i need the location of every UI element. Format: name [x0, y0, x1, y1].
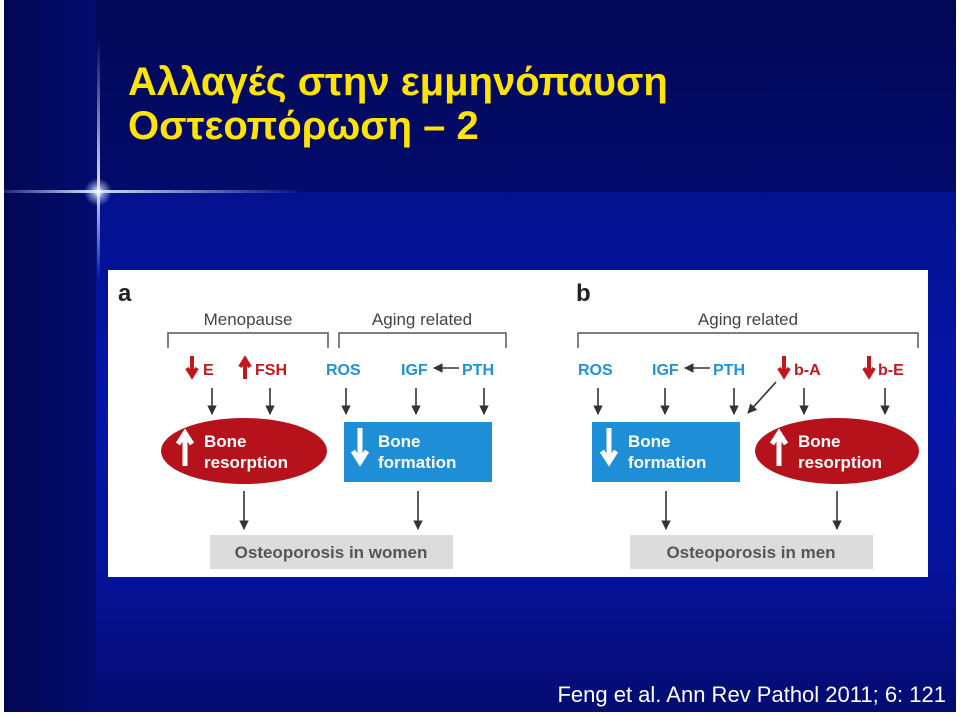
- factor-pth-b: PTH: [713, 362, 745, 379]
- factor-igf-b: IGF: [652, 362, 679, 379]
- menopause-group-label: Menopause: [203, 310, 293, 329]
- light-flare-vertical: [97, 40, 100, 280]
- slide-background: [4, 0, 956, 712]
- aging-bracket-b: [578, 333, 918, 348]
- resorption-line1-b: Bone: [798, 432, 841, 451]
- be-decrease-arrow: [864, 356, 874, 376]
- factor-ros-b: ROS: [578, 362, 613, 379]
- formation-line1-a: Bone: [378, 432, 421, 451]
- resorption-line1-a: Bone: [204, 432, 247, 451]
- resorption-line2-b: resorption: [798, 453, 883, 472]
- panel-a-label: a: [118, 280, 132, 307]
- formation-line1-b: Bone: [628, 432, 671, 451]
- citation: Feng et al. Ann Rev Pathol 2011; 6: 121: [557, 682, 946, 707]
- formation-line2-b: formation: [628, 453, 707, 472]
- fsh-increase-arrow: [240, 359, 250, 379]
- aging-group-label-a: Aging related: [371, 310, 473, 329]
- outcome-women: Osteoporosis in women: [234, 543, 428, 562]
- factor-ros-a: ROS: [326, 362, 361, 379]
- title-line-1: Αλλαγές στην εμμηνόπαυση: [128, 60, 668, 104]
- resorption-line2-a: resorption: [204, 453, 289, 472]
- outcome-men: Osteoporosis in men: [666, 543, 836, 562]
- slide-title: [128, 60, 668, 148]
- light-flare-horizontal: [4, 190, 304, 193]
- factor-fsh: FSH: [255, 362, 287, 379]
- menopause-bracket: [168, 333, 328, 348]
- factor-ba: b-A: [794, 362, 821, 379]
- title-line-2: Οστεοπόρωση – 2: [128, 104, 479, 148]
- formation-line2-a: formation: [378, 453, 457, 472]
- panel-b-label: b: [576, 280, 591, 307]
- factor-pth-a: PTH: [462, 362, 494, 379]
- light-flare-center: [84, 178, 112, 206]
- ba-decrease-arrow: [779, 356, 789, 376]
- aging-bracket-a: [339, 333, 506, 348]
- figure-diagram: [108, 270, 928, 577]
- aging-group-label-b: Aging related: [697, 310, 799, 329]
- arrow-ba-to-formation: [748, 382, 776, 413]
- left-band: [4, 0, 96, 712]
- figure-panel: [108, 270, 928, 577]
- factor-be: b-E: [878, 362, 904, 379]
- e-decrease-arrow: [187, 356, 197, 376]
- factor-e: E: [203, 362, 214, 379]
- factor-igf-a: IGF: [401, 362, 428, 379]
